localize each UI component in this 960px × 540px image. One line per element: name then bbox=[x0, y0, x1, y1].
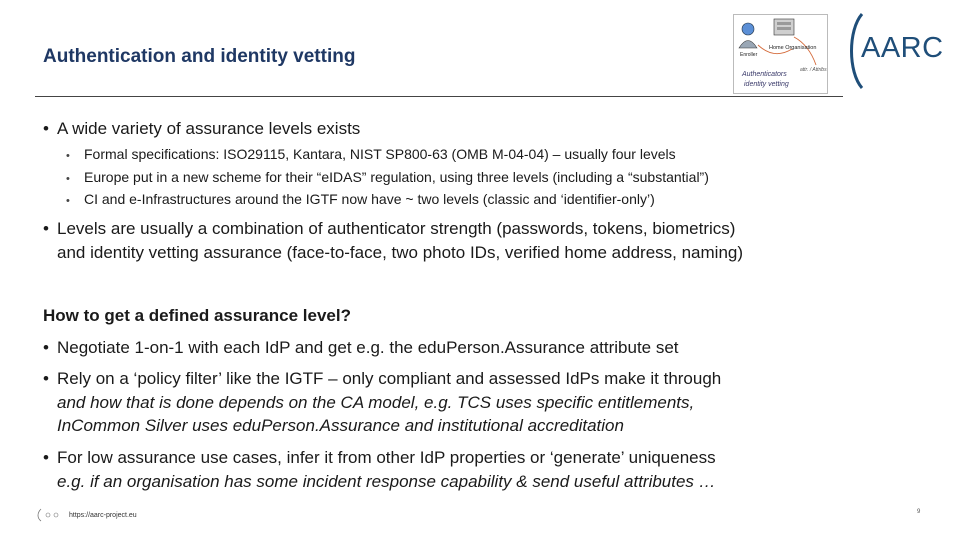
diagram-thumbnail bbox=[733, 14, 828, 94]
sub-bullet-europe: • Europe put in a new scheme for their “eIDAS” regulation, using three levels (including a “substantial”) bbox=[66, 169, 709, 185]
footer-url-link[interactable]: https://aarc-project.eu bbox=[69, 512, 137, 519]
sub-bullet-igtf: • CI and e-Infrastructures around the IGTF now have ~ two levels (classic and ‘identifier-only’) bbox=[66, 191, 655, 207]
attr-label: attr. / Attribs bbox=[800, 67, 827, 73]
footer-logo-icon bbox=[35, 507, 65, 523]
bullet-dot: • bbox=[43, 338, 49, 357]
answer-low-assurance: • For low assurance use cases, infer it from other IdP properties or ‘generate’ uniqueness bbox=[43, 448, 716, 467]
question-heading: How to get a defined assurance level? bbox=[43, 306, 351, 325]
bullet-variety: • A wide variety of assurance levels exists bbox=[43, 119, 361, 138]
aarc-logo-text: AARC bbox=[861, 32, 944, 64]
caption-identity-vetting: identity vetting bbox=[744, 81, 789, 88]
bullet-dot: • bbox=[43, 448, 49, 467]
server-icon bbox=[774, 19, 794, 35]
slide-title: Authentication and identity vetting bbox=[43, 46, 356, 67]
answer-negotiate: • Negotiate 1-on-1 with each IdP and get e.g. the eduPerson.Assurance attribute set bbox=[43, 338, 679, 357]
page-number: 9 bbox=[917, 509, 921, 515]
bullet-dot: • bbox=[43, 369, 49, 388]
bullet-dot: • bbox=[43, 119, 49, 138]
answer-policy-detail-1: and how that is done depends on the CA model, e.g. TCS uses specific entitlements, bbox=[57, 393, 695, 412]
answer-policy-detail-2: InCommon Silver uses eduPerson.Assurance and institutional accreditation bbox=[57, 416, 624, 435]
home-org-label: Home Organisation bbox=[769, 45, 817, 51]
bullet-levels-continued: and identity vetting assurance (face-to-face, two photo IDs, verified home address, naming) bbox=[57, 243, 744, 262]
caption-authenticators: Authenticators bbox=[742, 71, 787, 78]
person-icon bbox=[739, 23, 757, 48]
enroller-label: Enroller bbox=[740, 52, 758, 58]
arrow-icon bbox=[758, 37, 816, 65]
bullet-dot: • bbox=[66, 150, 70, 162]
bullet-dot: • bbox=[66, 195, 70, 207]
bullet-dot: • bbox=[66, 173, 70, 185]
answer-low-assurance-example: e.g. if an organisation has some incident response capability & send useful attributes … bbox=[57, 472, 716, 491]
title-divider bbox=[35, 96, 843, 97]
bullet-dot: • bbox=[43, 219, 49, 238]
answer-policy-filter: • Rely on a ‘policy filter’ like the IGTF – only compliant and assessed IdPs make it through bbox=[43, 369, 722, 388]
sub-bullet-formal: • Formal specifications: ISO29115, Kantara, NIST SP800-63 (OMB M-04-04) – usually four levels bbox=[66, 146, 676, 162]
bullet-levels: • Levels are usually a combination of authenticator strength (passwords, tokens, biometrics) bbox=[43, 219, 736, 238]
